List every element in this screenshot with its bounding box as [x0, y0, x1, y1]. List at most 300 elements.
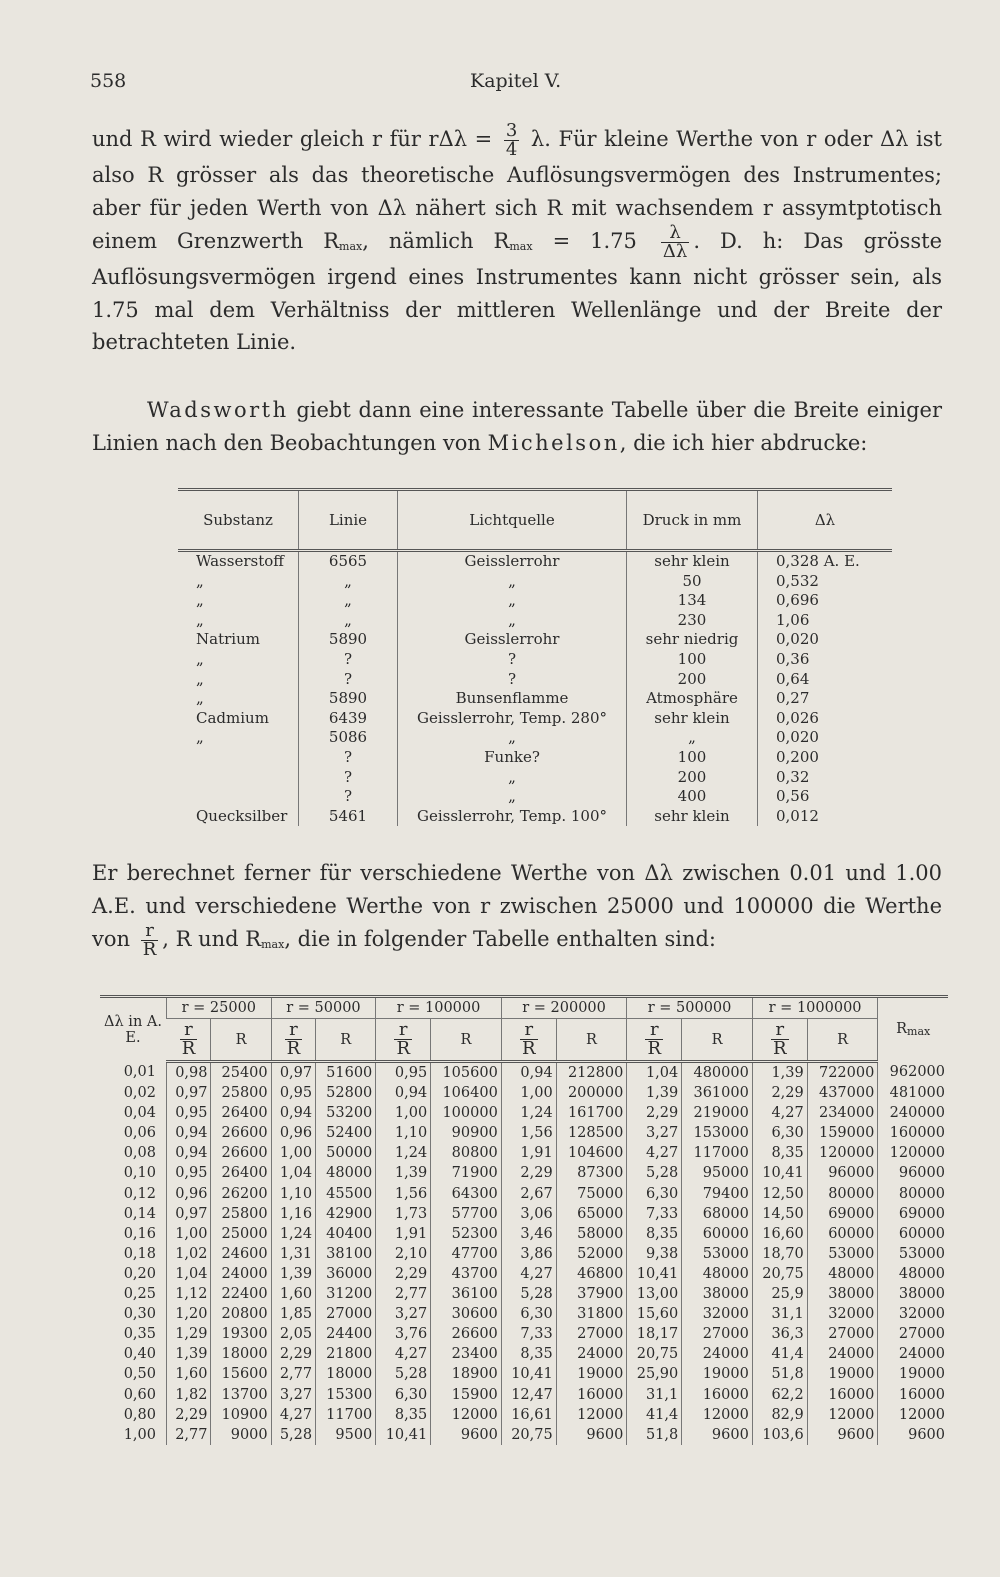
t2-cell: 0,10 [123, 1165, 156, 1182]
t2-cell: 46800 [556, 1264, 627, 1284]
t2-cell: 31800 [556, 1304, 627, 1324]
t2-cell: 19000 [878, 1364, 948, 1384]
t2-subheader-ratio: $\frac{r}{R}$ [501, 1019, 556, 1062]
t2-cell: 42900 [316, 1204, 376, 1224]
t2-cell: 25800 [211, 1083, 271, 1103]
t2-cell: 1,56 [376, 1184, 431, 1204]
t2-cell: 1,00 [501, 1083, 556, 1103]
t2-cell: 38100 [316, 1244, 376, 1264]
t2-cell: 6,30 [376, 1385, 431, 1405]
t2-cell: 20,75 [501, 1425, 556, 1445]
t1-row [178, 689, 892, 709]
t2-cell: 82,9 [752, 1405, 807, 1425]
t1-cell: „ [398, 572, 627, 592]
t2-cell: 0,14 [123, 1205, 156, 1222]
t1-cell: 0,32 [758, 768, 893, 788]
t2-cell: 71900 [431, 1163, 502, 1183]
t1-cell: ? [299, 650, 398, 670]
t2-cell: 0,06 [123, 1125, 156, 1142]
t2-cell: 0,80 [123, 1406, 156, 1423]
t2-cell: 120000 [878, 1143, 948, 1163]
t2-cell: 0,95 [271, 1083, 315, 1103]
t2-cell: 6,30 [752, 1123, 807, 1143]
t2-cell: 24000 [878, 1344, 948, 1364]
t2-cell: 48000 [682, 1264, 753, 1284]
t1-cell: sehr klein [627, 807, 758, 827]
t1-cell: 134 [627, 591, 758, 611]
t2-row [100, 1062, 948, 1084]
t2-cell: 1,04 [627, 1062, 682, 1084]
t2-subheader-R: R [807, 1019, 878, 1062]
t1-cell: Geisslerrohr [398, 630, 627, 650]
t2-cell: 15,60 [627, 1304, 682, 1324]
t1-cell: 0,532 [758, 572, 893, 592]
t2-cell: 103,6 [752, 1425, 807, 1445]
t2-cell: 0,20 [123, 1265, 156, 1282]
t2-cell: 3,27 [376, 1304, 431, 1324]
t2-cell: 1,91 [501, 1143, 556, 1163]
t2-cell: 24000 [211, 1264, 271, 1284]
t1-cell: ? [299, 768, 398, 788]
t2-cell: 437000 [807, 1083, 878, 1103]
t2-cell: 13700 [211, 1385, 271, 1405]
t2-cell: 2,77 [167, 1425, 211, 1445]
t2-cell: 80000 [807, 1184, 878, 1204]
t2-cell: 2,29 [376, 1264, 431, 1284]
t1-header-dlambda: Δλ [758, 490, 893, 551]
t2-cell: 1,24 [271, 1224, 315, 1244]
t2-row [100, 1344, 948, 1364]
t2-subheader-ratio: $\frac{r}{R}$ [627, 1019, 682, 1062]
t1-cell: Geisslerrohr, Temp. 100° [398, 807, 627, 827]
t2-cell: 9500 [316, 1425, 376, 1445]
t2-cell: 51,8 [752, 1364, 807, 1384]
t1-cell: Bunsenflamme [398, 689, 627, 709]
t2-cell: 722000 [807, 1062, 878, 1084]
t2-cell: 5,28 [376, 1364, 431, 1384]
t2-cell: 18,70 [752, 1244, 807, 1264]
t2-cell: 24000 [682, 1344, 753, 1364]
p1-text-d: . D. h: Das grösste Auflösungsvermögen irgend eines Instrumentes kann nicht grösser sein, als 1.75 mal dem Verhältniss der mittleren Wellenlänge und der Breite der betrachteten Linie. [92, 229, 942, 355]
t2-cell: 32000 [878, 1304, 948, 1324]
t2-cell: 26600 [211, 1143, 271, 1163]
t2-cell: 22400 [211, 1284, 271, 1304]
t2-subheader-ratio: $\frac{r}{R}$ [752, 1019, 807, 1062]
t1-row [178, 768, 892, 788]
t2-cell: 1,00 [167, 1224, 211, 1244]
t2-cell: 75000 [556, 1184, 627, 1204]
t2-cell: 9600 [556, 1425, 627, 1445]
t1-cell: 0,36 [758, 650, 893, 670]
t2-cell: 4,27 [376, 1344, 431, 1364]
t2-cell: 52000 [556, 1244, 627, 1264]
t2-cell: 19000 [682, 1364, 753, 1384]
t2-cell: 53000 [682, 1244, 753, 1264]
t1-row [178, 709, 892, 729]
t2-cell: 0,94 [376, 1083, 431, 1103]
rmax-subscript-2: max [509, 240, 533, 254]
t1-cell [178, 787, 299, 807]
t2-cell: 20800 [211, 1304, 271, 1324]
t2-cell: 0,97 [271, 1062, 315, 1084]
t2-cell: 0,04 [123, 1105, 156, 1122]
t2-cell: 24000 [807, 1344, 878, 1364]
fraction-3-4: $\frac{3}{4}$ [505, 120, 518, 160]
t2-cell: 26600 [431, 1324, 502, 1344]
t2-cell: 87300 [556, 1163, 627, 1183]
t2-cell: 0,96 [167, 1184, 211, 1204]
t2-cell: 8,35 [627, 1224, 682, 1244]
rmax-subscript: max [339, 240, 363, 254]
t2-cell: 1,39 [627, 1083, 682, 1103]
t2-cell: 51,8 [627, 1425, 682, 1445]
t1-cell: 0,56 [758, 787, 893, 807]
t2-cell: 1,12 [167, 1284, 211, 1304]
t2-cell: 36,3 [752, 1324, 807, 1344]
t1-cell: Wasserstoff [196, 552, 284, 570]
t2-subheader-R: R [211, 1019, 271, 1062]
t2-cell: 20,75 [752, 1264, 807, 1284]
t2-cell: 0,25 [123, 1286, 156, 1303]
t2-subheader-ratio: $\frac{r}{R}$ [271, 1019, 315, 1062]
t2-cell: 12000 [878, 1405, 948, 1425]
t2-cell: 7,33 [627, 1204, 682, 1224]
t2-cell: 41,4 [627, 1405, 682, 1425]
t2-cell: 26200 [211, 1184, 271, 1204]
t2-cell: 120000 [807, 1143, 878, 1163]
t1-header-lichtquelle: Lichtquelle [398, 490, 627, 551]
t2-cell: 25400 [211, 1062, 271, 1084]
t2-cell: 3,76 [376, 1324, 431, 1344]
t1-cell: 5890 [299, 689, 398, 709]
t1-cell: 0,328 A. E. [758, 551, 893, 572]
t2-cell: 52300 [431, 1224, 502, 1244]
t2-cell: 104600 [556, 1143, 627, 1163]
t2-cell: 12,50 [752, 1184, 807, 1204]
t2-cell: 12000 [431, 1405, 502, 1425]
t2-cell: 27000 [682, 1324, 753, 1344]
t2-cell: 25000 [211, 1224, 271, 1244]
t2-cell: 10900 [211, 1405, 271, 1425]
t2-cell: 15300 [316, 1385, 376, 1405]
t2-cell: 60000 [682, 1224, 753, 1244]
t2-cell: 25,9 [752, 1284, 807, 1304]
t1-cell: 0,020 [758, 728, 893, 748]
t2-cell: 53200 [316, 1103, 376, 1123]
t1-cell: 0,696 [758, 591, 893, 611]
t2-cell: 27000 [807, 1324, 878, 1344]
t2-cell: 0,35 [123, 1326, 156, 1343]
t2-cell: 3,06 [501, 1204, 556, 1224]
page-number: 558 [90, 70, 127, 92]
t2-cell: 4,27 [627, 1143, 682, 1163]
t1-cell: 5086 [299, 728, 398, 748]
t2-cell: 16,61 [501, 1405, 556, 1425]
p1-line1-end: λ. Für kleine Werthe von r oder [523, 127, 873, 151]
t2-row [100, 1385, 948, 1405]
t1-cell: 50 [627, 572, 758, 592]
t2-cell: 18000 [316, 1364, 376, 1384]
t2-cell: 1,00 [271, 1143, 315, 1163]
t2-cell: 0,95 [167, 1103, 211, 1123]
t2-cell: 16000 [807, 1385, 878, 1405]
t2-cell: 0,30 [123, 1306, 156, 1323]
t1-cell: „ [196, 610, 204, 629]
t2-cell: 1,00 [376, 1103, 431, 1123]
t2-cell: 0,16 [123, 1225, 156, 1242]
t1-cell: „ [299, 611, 398, 631]
t2-cell: 18,17 [627, 1324, 682, 1344]
t2-cell: 48000 [316, 1163, 376, 1183]
t2-cell: 15600 [211, 1364, 271, 1384]
t2-row [100, 1083, 948, 1103]
t2-cell: 4,27 [752, 1103, 807, 1123]
t2-subheader-R: R [556, 1019, 627, 1062]
t2-row [100, 1103, 948, 1123]
chapter-title: Kapitel V. [470, 70, 562, 92]
t2-row [100, 1264, 948, 1284]
t2-cell: 0,08 [123, 1145, 156, 1162]
t1-cell: ? [398, 650, 627, 670]
t2-cell: 96000 [807, 1163, 878, 1183]
t2-cell: 96000 [878, 1163, 948, 1183]
t2-cell: 79400 [682, 1184, 753, 1204]
t2-cell: 2,77 [376, 1284, 431, 1304]
paragraph-2 [92, 394, 942, 459]
t2-cell: 31200 [316, 1284, 376, 1304]
t2-cell: 12000 [807, 1405, 878, 1425]
t1-row [178, 611, 892, 631]
t1-header-druck: Druck in mm [627, 490, 758, 551]
t2-cell: 12000 [556, 1405, 627, 1425]
resolving-power-table [100, 995, 948, 1445]
t1-cell: „ [196, 689, 204, 708]
t1-cell: Geisslerrohr [398, 551, 627, 572]
t2-cell: 38000 [682, 1284, 753, 1304]
t1-cell: „ [196, 669, 204, 688]
t1-cell: „ [196, 649, 204, 668]
t2-cell: 1,04 [167, 1264, 211, 1284]
t2-cell: 60000 [878, 1224, 948, 1244]
t2-cell: 153000 [682, 1123, 753, 1143]
p1-text-a: Δλ ist also R grösser als das theoretische Auflösungsvermögen des Instrumentes; aber für jeden Werth von Δλ nähert sich R mit wachsendem r assymtptotisch einem Grenzwerth R [92, 127, 942, 254]
t1-row [178, 551, 892, 572]
t2-cell: 9600 [431, 1425, 502, 1445]
t2-cell: 30600 [431, 1304, 502, 1324]
t2-cell: 36000 [316, 1264, 376, 1284]
t2-cell: 1,10 [271, 1184, 315, 1204]
t2-cell: 40400 [316, 1224, 376, 1244]
t2-header-group: r = 200000 [501, 997, 627, 1019]
t1-cell: „ [627, 728, 758, 748]
t2-cell: 0,94 [167, 1143, 211, 1163]
t1-cell: 0,020 [758, 630, 893, 650]
t2-cell: 480000 [682, 1062, 753, 1084]
t1-row [178, 630, 892, 650]
t2-cell: 1,24 [501, 1103, 556, 1123]
t2-row [100, 1425, 948, 1445]
t2-cell: 0,95 [376, 1062, 431, 1084]
t2-cell: 26600 [211, 1123, 271, 1143]
t2-cell: 0,40 [123, 1346, 156, 1363]
p1-text-c: = 1.75 [532, 229, 657, 254]
t1-cell: ? [299, 748, 398, 768]
t2-row [100, 1184, 948, 1204]
t2-cell: 21800 [316, 1344, 376, 1364]
t1-row [178, 748, 892, 768]
t2-cell: 106400 [431, 1083, 502, 1103]
t2-cell: 18000 [211, 1344, 271, 1364]
paragraph-1 [92, 122, 942, 359]
t2-cell: 60000 [807, 1224, 878, 1244]
t2-cell: 6,30 [501, 1304, 556, 1324]
t2-cell: 9600 [878, 1425, 948, 1445]
t2-cell: 9,38 [627, 1244, 682, 1264]
t2-cell: 159000 [807, 1123, 878, 1143]
t2-cell: 0,96 [271, 1123, 315, 1143]
t2-cell: 11700 [316, 1405, 376, 1425]
t2-cell: 53000 [807, 1244, 878, 1264]
t2-cell: 24600 [211, 1244, 271, 1264]
t2-cell: 1,39 [376, 1163, 431, 1183]
t2-row [100, 1324, 948, 1344]
t2-cell: 1,39 [752, 1062, 807, 1084]
t2-cell: 18900 [431, 1364, 502, 1384]
t2-cell: 3,46 [501, 1224, 556, 1244]
t2-cell: 1,39 [167, 1344, 211, 1364]
t2-cell: 3,86 [501, 1244, 556, 1264]
t1-cell: Funke? [398, 748, 627, 768]
t2-cell: 160000 [878, 1123, 948, 1143]
t2-cell: 2,29 [627, 1103, 682, 1123]
t2-cell: 16000 [682, 1385, 753, 1405]
t1-cell: 0,026 [758, 709, 893, 729]
t2-cell: 8,35 [752, 1143, 807, 1163]
t2-cell: 1,91 [376, 1224, 431, 1244]
t1-row [178, 728, 892, 748]
t2-cell: 2,29 [271, 1344, 315, 1364]
t2-cell: 10,41 [501, 1364, 556, 1384]
t2-cell: 0,97 [167, 1083, 211, 1103]
p1-line1: und R wird wieder gleich r für rΔλ = [92, 127, 500, 151]
t2-cell: 962000 [878, 1062, 948, 1084]
t2-cell: 5,28 [627, 1163, 682, 1183]
t2-header-dlambda: Δλ in A. E. [104, 1013, 162, 1046]
t2-cell: 5,28 [271, 1425, 315, 1445]
t1-cell: 6565 [299, 551, 398, 572]
t2-cell: 24000 [556, 1344, 627, 1364]
t2-cell: 12,47 [501, 1385, 556, 1405]
t2-cell: 1,60 [167, 1364, 211, 1384]
t2-cell: 20,75 [627, 1344, 682, 1364]
t2-cell: 2,29 [167, 1405, 211, 1425]
t2-cell: 26400 [211, 1163, 271, 1183]
t2-header-group: r = 25000 [167, 997, 272, 1019]
t2-cell: 2,67 [501, 1184, 556, 1204]
t2-cell: 26400 [211, 1103, 271, 1123]
t2-subheader-R: R [316, 1019, 376, 1062]
t1-cell: „ [398, 728, 627, 748]
t1-cell: 230 [627, 611, 758, 631]
t2-row [100, 1123, 948, 1143]
t2-cell: 25,90 [627, 1364, 682, 1384]
t2-row [100, 1143, 948, 1163]
t2-cell: 13,00 [627, 1284, 682, 1304]
t1-cell: 0,012 [758, 807, 893, 827]
t2-cell: 16,60 [752, 1224, 807, 1244]
t2-cell: 14,50 [752, 1204, 807, 1224]
t1-cell: „ [196, 571, 204, 590]
t2-row [100, 1244, 948, 1264]
t2-cell: 3,27 [627, 1123, 682, 1143]
t2-cell: 161700 [556, 1103, 627, 1123]
t2-cell: 19000 [556, 1364, 627, 1384]
t2-cell: 2,29 [501, 1163, 556, 1183]
t1-cell: Atmosphäre [627, 689, 758, 709]
t1-cell: 100 [627, 748, 758, 768]
author-wadsworth: Wadsworth [147, 398, 289, 422]
t2-cell: 0,50 [123, 1366, 156, 1383]
t2-cell: 0,02 [123, 1085, 156, 1102]
t2-cell: 1,20 [167, 1304, 211, 1324]
t2-cell: 1,29 [167, 1324, 211, 1344]
t2-cell: 31,1 [627, 1385, 682, 1405]
t2-cell: 69000 [807, 1204, 878, 1224]
t2-cell: 27000 [878, 1324, 948, 1344]
t1-cell: 0,200 [758, 748, 893, 768]
line-width-table [178, 488, 892, 826]
p3-text2: , R und R [162, 927, 262, 952]
t2-cell: 5,28 [501, 1284, 556, 1304]
t2-cell: 52400 [316, 1123, 376, 1143]
t2-cell: 0,12 [123, 1185, 156, 1202]
fraction-lambda: $\frac{\lambda}{\Delta\lambda}$ [662, 222, 688, 263]
t2-cell: 1,24 [376, 1143, 431, 1163]
t1-header-linie: Linie [299, 490, 398, 551]
t2-header-group: r = 50000 [271, 997, 376, 1019]
t2-cell: 51600 [316, 1062, 376, 1084]
p1-text-b: , nämlich R [362, 229, 510, 254]
t2-cell: 0,18 [123, 1245, 156, 1262]
t2-cell: 3,27 [271, 1385, 315, 1405]
t2-cell: 47700 [431, 1244, 502, 1264]
paragraph-3 [92, 857, 942, 959]
t1-cell: 200 [627, 768, 758, 788]
t1-row [178, 670, 892, 690]
page-header [90, 70, 940, 100]
t2-cell: 1,39 [271, 1264, 315, 1284]
t2-header-rmax: Rmax [878, 997, 948, 1062]
t2-cell: 16000 [556, 1385, 627, 1405]
t2-cell: 1,82 [167, 1385, 211, 1405]
t2-cell: 1,31 [271, 1244, 315, 1264]
t1-cell: ? [299, 787, 398, 807]
t2-cell: 7,33 [501, 1324, 556, 1344]
t2-cell: 361000 [682, 1083, 753, 1103]
t2-cell: 1,73 [376, 1204, 431, 1224]
t2-cell: 50000 [316, 1143, 376, 1163]
t2-cell: 15900 [431, 1385, 502, 1405]
t2-cell: 38000 [878, 1284, 948, 1304]
t2-cell: 48000 [807, 1264, 878, 1284]
t1-cell: sehr niedrig [627, 630, 758, 650]
t1-cell: 0,64 [758, 670, 893, 690]
t1-cell: sehr klein [627, 551, 758, 572]
fraction-r-R: $\frac{r}{R}$ [142, 920, 157, 961]
p2-text2: , die ich hier abdrucke: [619, 430, 868, 455]
t2-cell: 16000 [878, 1385, 948, 1405]
t1-row [178, 807, 892, 827]
